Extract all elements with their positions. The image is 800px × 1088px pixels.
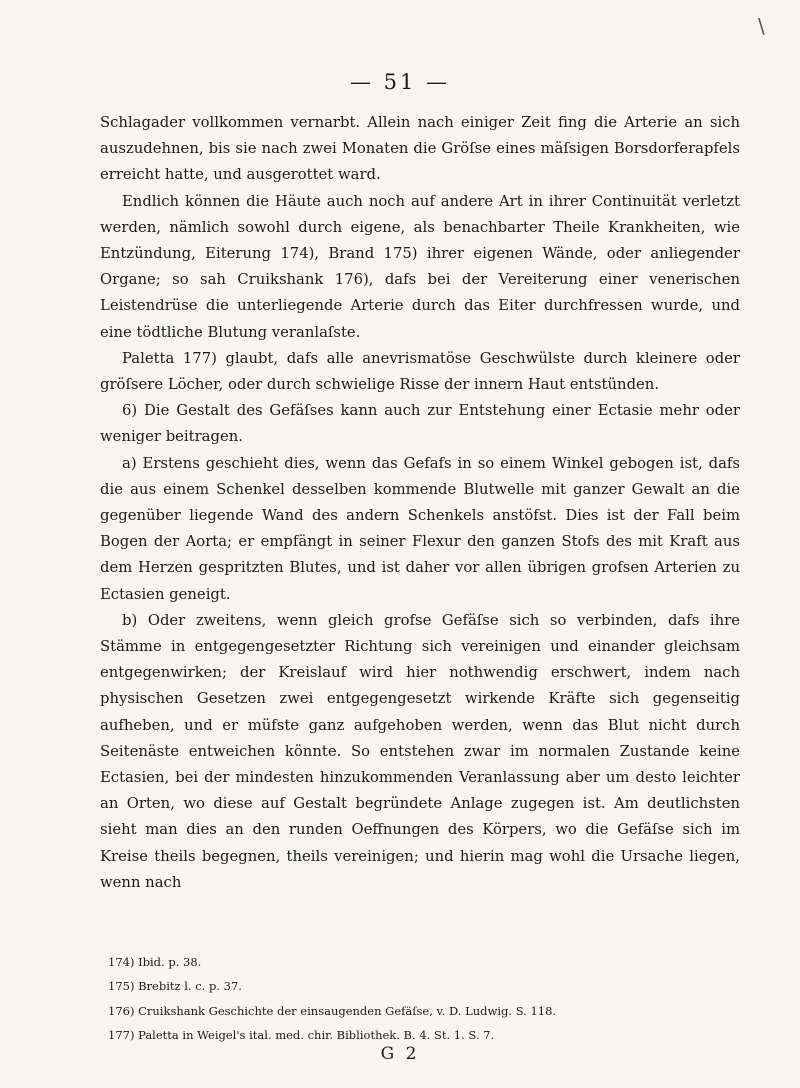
signature-mark: G 2 (380, 1044, 420, 1064)
footnote: 174) Ibid. p. 38. (108, 955, 202, 969)
paragraph: Schlagader vollkommen vernarbt. Allein nach einiger Zeit fing die Arterie an sich auszudehnen, bis sie nach zwei Monaten die Gröſse eines mäſsigen Borsdorferapfels erreicht hatte, und ausgerottet ward. (100, 114, 740, 184)
footnote: 177) Paletta in Weigel's ital. med. chir. Bibliothek. B. 4. St. 1. S. 7. (108, 1028, 495, 1043)
paragraph: a) Erstens geschieht dies, wenn das Gefafs in so einem Winkel gebogen ist, dafs die aus einem Schenkel desselben kommende Blutwelle mit ganzer Gewalt an die gegenüber liegende Wand des andern Schenkels anstöfst. Dies ist der Fall beim Bogen der Aorta; er empfängt in seiner Flexur den ganzen Stofs des mit Kraft aus dem Herzen gespritzten Blutes, und ist daher vor allen übrigen grofsen Arterien zu Ectasien geneigt. (100, 454, 740, 603)
footnote: 175) Brebitz l. c. p. 37. (108, 979, 242, 994)
margin-mark: \ (758, 14, 765, 38)
body-text (100, 110, 740, 896)
footnote: 176) Cruikshank Geschichte der einsaugenden Gefäſse, v. D. Ludwig. S. 118. (108, 1003, 557, 1018)
paragraph: b) Oder zweitens, wenn gleich grofse Gefäſse sich so verbinden, dafs ihre Stämme in entgegengesetzter Richtung sich vereinigen und einander gleichsam entgegenwirken; der Kreislauf wird hier nothwendig erschwert, indem nach physischen Gesetzen zwei entgegengesetzt wirkende Kräfte sich gegenseitig aufheben, und er müfste ganz aufgehoben werden, wenn das Blut nicht durch Seitenäste entweichen könnte. So entstehen zwar im normalen Zustande keine Ectasien, bei der mindesten hinzukommenden Veranlassung aber um desto leichter an Orten, wo diese auf Gestalt begründete Anlage zugegen ist. Am deutlichsten sieht man dies an den runden Oeffnungen des Körpers, wo die Gefäſse sich im Kreise theils begegnen, theils vereinigen; und hierin mag wohl die Ursache liegen, wenn nach (100, 611, 740, 891)
paragraph: 6) Die Gestalt des Gefäſses kann auch zur Entstehung einer Ectasie mehr oder weniger beitragen. (100, 402, 740, 446)
footnotes (108, 950, 748, 1048)
paragraph: Paletta 177) glaubt, dafs alle anevrismatöse Geschwülste durch kleinere oder gröſsere Löcher, oder durch schwielige Risse der innern Haut entstünden. (100, 349, 740, 394)
page-number: — 51 — (349, 70, 451, 94)
paragraph: Endlich können die Häute auch noch auf andere Art in ihrer Continuität verletzt werden, nämlich sowohl durch eigene, als benachbarter Theile Krankheiten, wie Entzündung, Eiterung 174), Brand 175) ihrer eigenen Wände, oder anliegender Organe; so sah Cruikshank 176), dafs bei der Vereiterung einer venerischen Leistendrüse die unterliegende Arterie durch das Eiter durchfressen wurde, und eine tödtliche Blutung veranlaſste. (100, 192, 740, 341)
